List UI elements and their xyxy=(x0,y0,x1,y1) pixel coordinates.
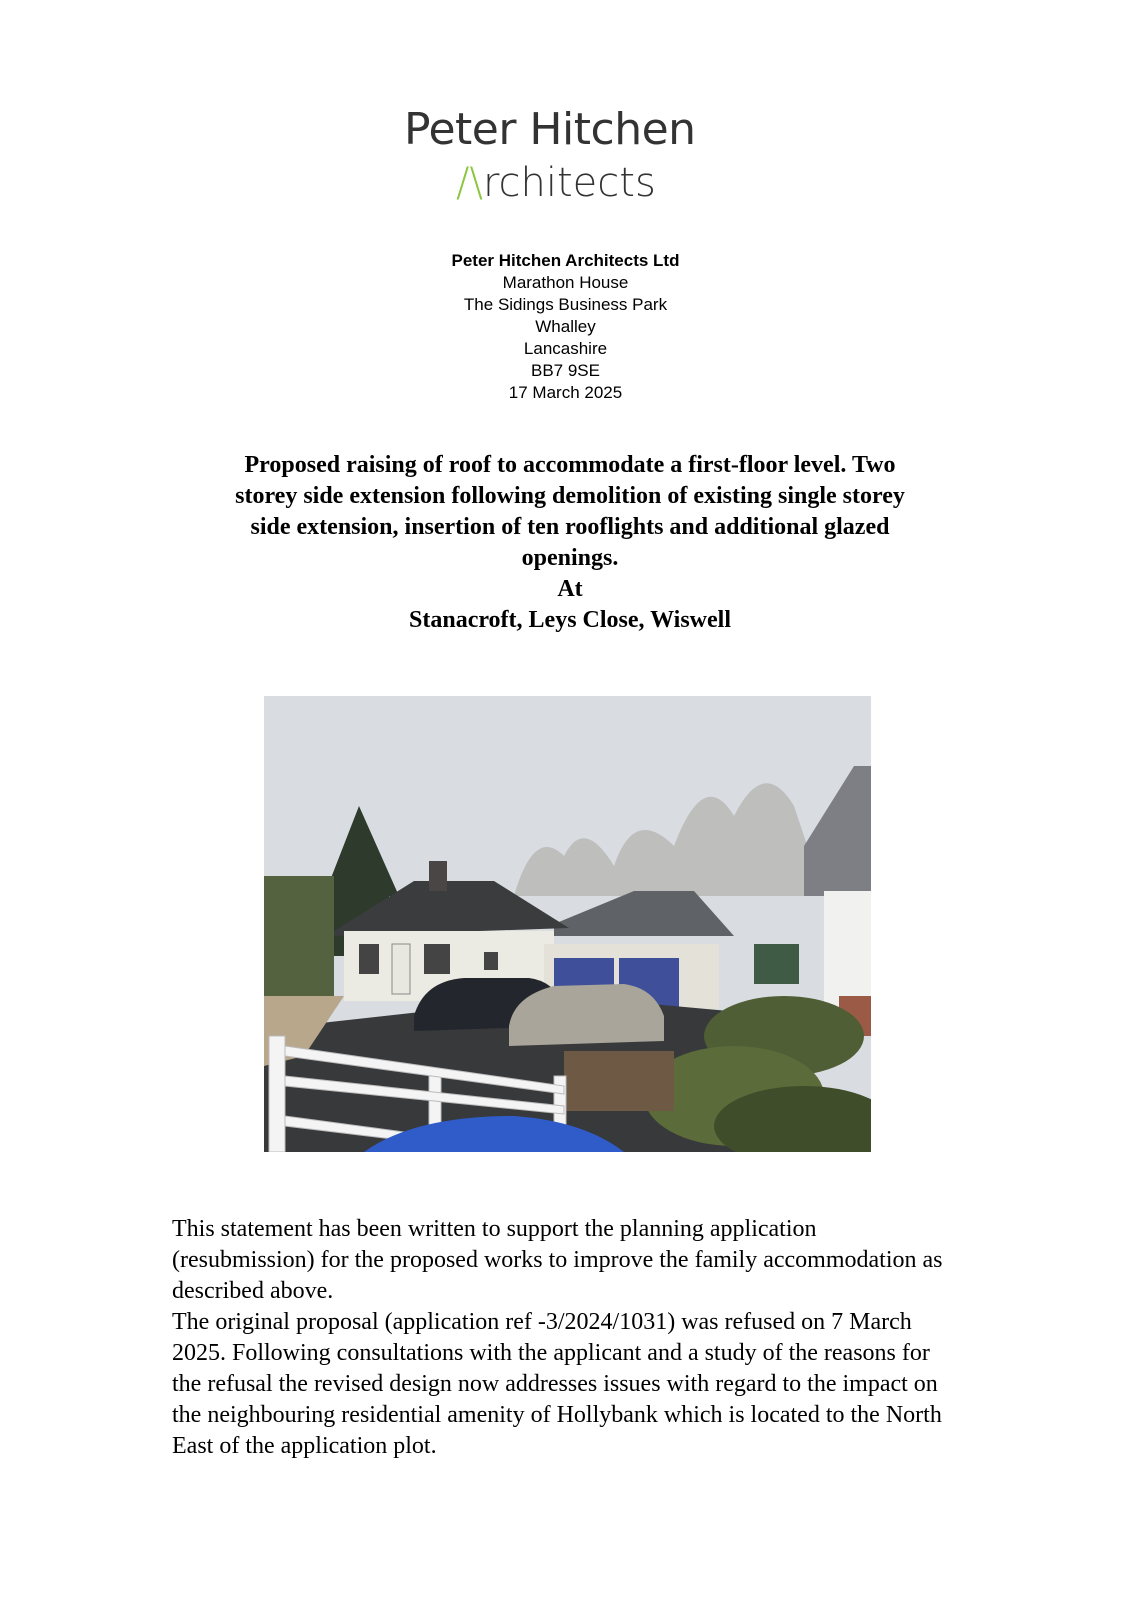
statement-body xyxy=(172,1214,952,1462)
address-line: Marathon House xyxy=(502,273,629,292)
site-photo xyxy=(264,696,871,1152)
left-hedge xyxy=(264,876,334,996)
company-name: Peter Hitchen Architects Ltd xyxy=(451,251,680,270)
address-line: Lancashire xyxy=(523,339,608,358)
address-line: The Sidings Business Park xyxy=(463,295,668,314)
chimney xyxy=(429,861,447,891)
window-1 xyxy=(359,944,379,974)
logo-accent: /\ xyxy=(456,160,483,206)
title-line: storey side extension following demolition of existing single storey xyxy=(235,483,905,509)
project-title xyxy=(190,450,950,636)
title-line: Proposed raising of roof to accommodate a first-floor level. Two xyxy=(244,452,896,478)
logo-subtitle-rest: rchitects xyxy=(482,160,656,206)
title-at: At xyxy=(557,576,583,602)
house-photo-illustration xyxy=(264,696,871,1152)
statement-paragraph: The original proposal (application ref -3/2024/1031) was refused on 7 March 2025. Following consultations with the applicant and a study of the reasons for the refusal the revised design now addresses issues with regard to the impact on the neighbouring residential amenity of Hollybank which is located to the North East of the application plot. xyxy=(172,1309,942,1459)
address-postcode: BB7 9SE xyxy=(531,361,600,380)
fence-post xyxy=(269,1036,285,1152)
green-shed xyxy=(754,944,799,984)
logo-subtitle xyxy=(456,160,656,206)
document-date: 17 March 2025 xyxy=(508,383,623,402)
site-address: Stanacroft, Leys Close, Wiswell xyxy=(409,607,731,633)
company-address xyxy=(0,250,1131,404)
company-logo xyxy=(384,94,760,228)
window-2 xyxy=(424,944,450,974)
address-line: Whalley xyxy=(535,317,596,336)
wooden-fence xyxy=(564,1051,674,1111)
statement-paragraph: This statement has been written to support the planning application (resubmission) for the proposed works to improve the family accommodation as described above. xyxy=(172,1216,943,1304)
window-3 xyxy=(484,952,498,970)
title-line: openings. xyxy=(521,545,619,571)
logo-name: Peter Hitchen xyxy=(404,104,696,155)
door xyxy=(392,944,410,994)
title-line: side extension, insertion of ten rooflights and additional glazed xyxy=(250,514,890,540)
